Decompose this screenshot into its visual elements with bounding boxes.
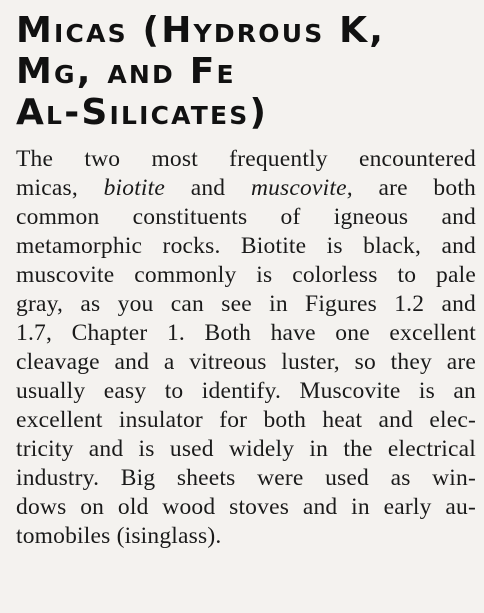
paragraph-line-2 <box>16 174 476 203</box>
heading-line-1: Micas (Hydrous K, <box>16 10 386 51</box>
section-heading <box>16 10 476 133</box>
paragraph-line-5: muscovite commonly is colorless to pale <box>16 262 476 288</box>
paragraph-line-4: metamorphic rocks. Biotite is black, and <box>16 233 476 259</box>
paragraph-line-1: The two most frequently encountered <box>16 146 476 172</box>
heading-line-2: Mg, and Fe <box>16 51 236 92</box>
paragraph-line-13: dows on old wood stoves and in early au- <box>16 494 476 520</box>
paragraph-line-7: 1.7, Chapter 1. Both have one excellent <box>16 320 476 346</box>
paragraph-line-14: tomobiles (isinglass). <box>16 523 222 549</box>
paragraph-line-10: excellent insulator for both heat and elec- <box>16 407 476 433</box>
heading-line-3: Al-Silicates) <box>16 92 269 133</box>
text-and: and <box>165 175 251 201</box>
paragraph-line-6: gray, as you can see in Figures 1.2 and <box>16 291 476 317</box>
paragraph-line-8: cleavage and a vitreous luster, so they are <box>16 349 476 375</box>
term-muscovite: muscovite, <box>250 175 353 201</box>
paragraph-line-12: industry. Big sheets were used as win- <box>16 465 476 491</box>
text-micas: micas, <box>16 175 104 201</box>
paragraph-line-9: usually easy to identify. Muscovite is an <box>16 378 476 404</box>
text-are-both: are both <box>352 175 477 201</box>
term-biotite: biotite <box>103 175 166 201</box>
body-paragraph <box>16 145 476 551</box>
paragraph-line-3: common constituents of igneous and <box>16 204 476 230</box>
paragraph-line-11: tricity and is used widely in the electrical <box>16 436 476 462</box>
